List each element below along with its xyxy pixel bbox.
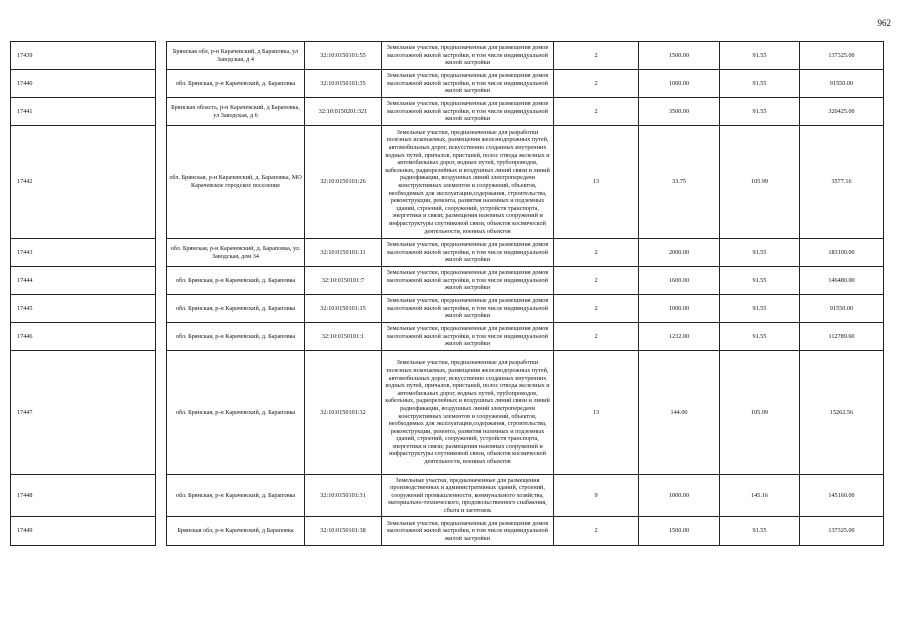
area-cell: 1000.00	[639, 295, 720, 323]
use-group-cell: 2	[554, 239, 639, 267]
address-cell: Брянская обл, р-н Карачевский, д Бараповка	[167, 517, 305, 546]
row-number-cell: 17448	[11, 475, 156, 517]
table-row	[11, 239, 884, 267]
cadastral-number-cell: 32:10:0150101:26	[305, 126, 382, 239]
spacer-cell	[156, 267, 167, 295]
spacer-cell	[156, 126, 167, 239]
use-group-cell: 2	[554, 517, 639, 546]
use-group-cell: 2	[554, 98, 639, 126]
address-cell: обл. Брянская, р-н Карачевский, д. Бараповка	[167, 295, 305, 323]
specific-value-cell: 145.16	[720, 475, 800, 517]
row-number-cell: 17443	[11, 239, 156, 267]
address-cell: обл. Брянская, р-н Карачевский, д. Бараповка, ул. Заводская, дом 34	[167, 239, 305, 267]
cadastral-number-cell: 32:10:0150201:321	[305, 98, 382, 126]
area-cell: 3500.00	[639, 98, 720, 126]
table-row	[11, 351, 884, 475]
area-cell: 1500.00	[639, 42, 720, 70]
specific-value-cell: 91.55	[720, 42, 800, 70]
table-row	[11, 323, 884, 351]
row-number-cell: 17440	[11, 70, 156, 98]
use-group-cell: 2	[554, 70, 639, 98]
area-cell: 1000.00	[639, 70, 720, 98]
address-cell: обл. Брянская, р-н Карачевский, д. Бараповка	[167, 475, 305, 517]
use-group-cell: 2	[554, 323, 639, 351]
cadastral-number-cell: 32:10:0150101:7	[305, 267, 382, 295]
row-number-cell: 17445	[11, 295, 156, 323]
cadastral-number-cell: 32:10:0150101:38	[305, 517, 382, 546]
row-number-cell: 17447	[11, 351, 156, 475]
land-use-cell: Земельные участки, предназначенные для размещения домов малоэтажной жилой застройки, в том числе индивидуальной жилой застройки	[382, 70, 554, 98]
address-cell: Брянская область, р-н Карачевский, д Бараповка, ул Заводская, д 6	[167, 98, 305, 126]
use-group-cell: 2	[554, 42, 639, 70]
table-row	[11, 70, 884, 98]
area-cell: 33.75	[639, 126, 720, 239]
cadastral-value-cell: 3577.16	[800, 126, 884, 239]
cadastral-value-cell: 320425.00	[800, 98, 884, 126]
area-cell: 144.00	[639, 351, 720, 475]
row-number-cell: 17444	[11, 267, 156, 295]
cadastral-value-cell: 137325.00	[800, 42, 884, 70]
row-number-cell: 17442	[11, 126, 156, 239]
specific-value-cell: 91.55	[720, 323, 800, 351]
specific-value-cell: 91.55	[720, 239, 800, 267]
table-row	[11, 267, 884, 295]
use-group-cell: 9	[554, 475, 639, 517]
cadastral-number-cell: 32:10:0150101:31	[305, 475, 382, 517]
spacer-cell	[156, 475, 167, 517]
spacer-cell	[156, 98, 167, 126]
area-cell: 2000.00	[639, 239, 720, 267]
address-cell: обл. Брянская, р-н Карачевский, д. Бараповка	[167, 351, 305, 475]
address-cell: обл. Брянская, р-н Карачевский, д. Бараповка	[167, 70, 305, 98]
spacer-cell	[156, 295, 167, 323]
row-number-cell: 17441	[11, 98, 156, 126]
cadastral-number-cell: 32:10:0150101:1	[305, 323, 382, 351]
specific-value-cell: 91.55	[720, 295, 800, 323]
cadastral-value-cell: 146480.00	[800, 267, 884, 295]
cadastral-number-cell: 32:10:0150101:15	[305, 295, 382, 323]
table-row	[11, 475, 884, 517]
use-group-cell: 13	[554, 351, 639, 475]
specific-value-cell: 105.99	[720, 351, 800, 475]
land-use-cell: Земельные участки, предназначенные для размещения домов малоэтажной жилой застройки, в том числе индивидуальной жилой застройки	[382, 267, 554, 295]
land-use-cell: Земельные участки, предназначенные для размещения производственных и административных зданий, строений, сооружений промышленности, коммунального хозяйства, материально-технического, продовольственного снабжения, сбыта и заготовок	[382, 475, 554, 517]
table-row	[11, 126, 884, 239]
address-cell: обл. Брянская, р-н Карачевский, д. Бараповка	[167, 323, 305, 351]
cadastral-number-cell: 32:10:0150101:32	[305, 351, 382, 475]
cadastral-value-cell: 183100.00	[800, 239, 884, 267]
table-row	[11, 42, 884, 70]
cadastral-number-cell: 32:10:0150101:35	[305, 70, 382, 98]
land-use-cell: Земельные участки, предназначенные для разработки полезных ископаемых, размещения железнодорожных путей, автомобильных дорог, искусственно созданных внутренних водных путей, причалов, пристаней, полос отвода железных и автомобильных дорог, водных путей, трубопроводов, кабельных, радиорелейных и воздушных линий связи и линий радиофикации, воздушных линий электропередачи конструктивных элементов и сооружений, объектов, необходимых для эксплуатации,содержания, строительства, реконструкции, ремонта, развития наземных и подземных зданий, строений, сооружений, устройств транспорта, энергетики и связи; размещения наземных сооружений и инфраструктуры спутниковой связи, объектов космической деятельности, военных объектов	[382, 351, 554, 475]
spacer-cell	[156, 239, 167, 267]
land-use-cell: Земельные участки, предназначенные для разработки полезных ископаемых, размещения железнодорожных путей, автомобильных дорог, искусственно созданных внутренних водных путей, причалов, пристаней, полос отвода железных и автомобильных дорог, водных путей, трубопроводов, кабельных, радиорелейных и воздушных линий связи и линий радиофикации, воздушных линий электропередачи конструктивных элементов и сооружений, объектов, необходимых для эксплуатации,содержания, строительства, реконструкции, ремонта, развития наземных и подземных зданий, строений, сооружений, устройств транспорта, энергетики и связи; размещения наземных сооружений и инфраструктуры спутниковой связи, объектов космической деятельности, военных объектов	[382, 126, 554, 239]
specific-value-cell: 91.55	[720, 517, 800, 546]
cadastral-value-cell: 145160.00	[800, 475, 884, 517]
use-group-cell: 13	[554, 126, 639, 239]
page-number: 962	[877, 18, 891, 28]
row-number-cell: 17446	[11, 323, 156, 351]
land-use-cell: Земельные участки, предназначенные для размещения домов малоэтажной жилой застройки, в том числе индивидуальной жилой застройки	[382, 323, 554, 351]
table-row	[11, 517, 884, 546]
area-cell: 1500.00	[639, 517, 720, 546]
spacer-cell	[156, 517, 167, 546]
land-use-cell: Земельные участки, предназначенные для размещения домов малоэтажной жилой застройки, в том числе индивидуальной жилой застройки	[382, 295, 554, 323]
use-group-cell: 2	[554, 295, 639, 323]
cadastral-value-cell: 15262.56	[800, 351, 884, 475]
cadastral-value-cell: 91550.00	[800, 70, 884, 98]
cadastral-value-cell: 112789.60	[800, 323, 884, 351]
cadastral-number-cell: 32:10:0150101:11	[305, 239, 382, 267]
land-use-cell: Земельные участки, предназначенные для размещения домов малоэтажной жилой застройки, в том числе индивидуальной жилой застройки	[382, 517, 554, 546]
spacer-cell	[156, 42, 167, 70]
land-use-cell: Земельные участки, предназначенные для размещения домов малоэтажной жилой застройки, в том числе индивидуальной жилой застройки	[382, 42, 554, 70]
table-row	[11, 295, 884, 323]
specific-value-cell: 91.55	[720, 98, 800, 126]
spacer-cell	[156, 70, 167, 98]
land-use-cell: Земельные участки, предназначенные для размещения домов малоэтажной жилой застройки, в том числе индивидуальной жилой застройки	[382, 98, 554, 126]
land-plots-table	[10, 41, 884, 546]
spacer-cell	[156, 323, 167, 351]
row-number-cell: 17439	[11, 42, 156, 70]
table-row	[11, 98, 884, 126]
cadastral-value-cell: 91550.00	[800, 295, 884, 323]
specific-value-cell: 91.55	[720, 267, 800, 295]
spacer-cell	[156, 351, 167, 475]
use-group-cell: 2	[554, 267, 639, 295]
cadastral-number-cell: 32:10:0150101:55	[305, 42, 382, 70]
cadastral-value-cell: 137325.00	[800, 517, 884, 546]
address-cell: Брянская обл, р-н Карачевский, д Бараповка, ул Заводская, д 4	[167, 42, 305, 70]
area-cell: 1000.00	[639, 475, 720, 517]
row-number-cell: 17449	[11, 517, 156, 546]
address-cell: обл. Брянская, р-н Карачевский, д. Бараповка	[167, 267, 305, 295]
area-cell: 1600.00	[639, 267, 720, 295]
area-cell: 1232.00	[639, 323, 720, 351]
land-use-cell: Земельные участки, предназначенные для размещения домов малоэтажной жилой застройки, в том числе индивидуальной жилой застройки	[382, 239, 554, 267]
specific-value-cell: 105.99	[720, 126, 800, 239]
specific-value-cell: 91.55	[720, 70, 800, 98]
address-cell: обл. Брянская, р-н Карачевский, д. Бараповка, МО Карачевское городское поселение	[167, 126, 305, 239]
